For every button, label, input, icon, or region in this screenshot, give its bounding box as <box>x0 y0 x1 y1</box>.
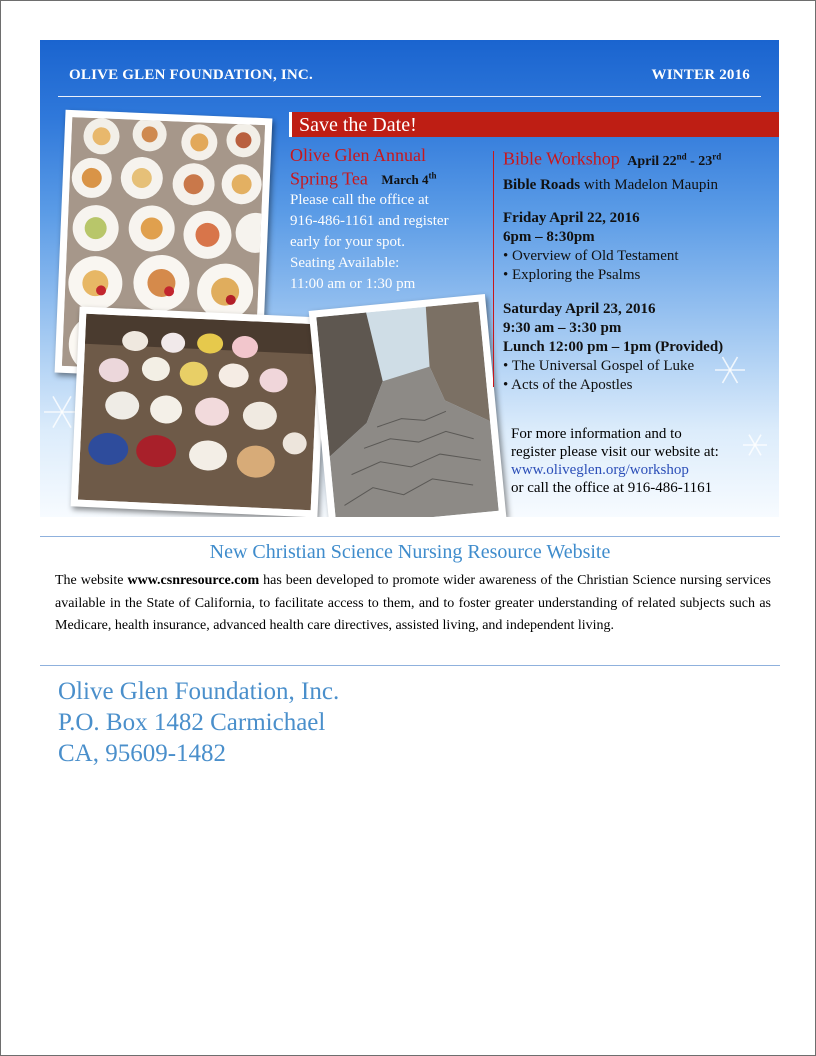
workshop-link[interactable]: www.oliveglen.org/workshop <box>511 462 689 478</box>
bible-workshop-presenter: with Madelon Maupin <box>580 176 719 193</box>
saturday-heading: Saturday April 23, 2016 <box>503 300 656 317</box>
save-the-date-bar: Save the Date! <box>289 112 779 137</box>
bible-roads-title: Bible Roads <box>503 176 581 193</box>
info-line: or call the office at 916-486-1161 <box>511 480 713 496</box>
saturday-lunch: Lunch 12:00 pm – 1pm (Provided) <box>503 338 724 355</box>
bible-workshop-title: Bible Workshop <box>503 148 620 169</box>
workshop-date-b-suffix: rd <box>712 151 722 161</box>
nursing-resource-paragraph <box>55 570 771 638</box>
bible-workshop-section <box>503 145 773 395</box>
workshop-date-a-suffix: nd <box>676 151 687 161</box>
column-divider <box>493 151 494 387</box>
workshop-date-a: April 22 <box>627 153 677 169</box>
org-name: OLIVE GLEN FOUNDATION, INC. <box>69 67 313 83</box>
workshop-date-b: 23 <box>698 153 713 169</box>
address-line3: CA, 95609-1482 <box>58 740 227 767</box>
friday-time: 6pm – 8:30pm <box>503 228 595 245</box>
friday-item: • Overview of Old Testament <box>503 247 679 264</box>
spring-tea-title-line1: Olive Glen Annual <box>290 145 426 165</box>
mailing-address <box>58 676 339 769</box>
spring-tea-line: early for your spot. <box>290 234 405 251</box>
spring-tea-line: Seating Available: <box>290 255 400 272</box>
bible-workshop-subtitle <box>503 177 773 194</box>
teapots-photo <box>71 307 327 517</box>
nursing-body-prefix: The website <box>55 573 128 588</box>
spring-tea-date-main: March 4 <box>381 172 429 188</box>
workshop-info <box>511 425 771 497</box>
friday-item: • Exploring the Psalms <box>503 266 641 283</box>
workshop-date-sep: - <box>686 153 699 169</box>
spring-tea-section <box>290 145 490 295</box>
nursing-body-rest: has been developed to promote wider awareness of the Christian Science nursing services available in the State of California, to facilitate access to them, and to foster greater understanding of related subjects such as Medicare, health insurance, advanced health care directives, assisted living, and independent living. <box>55 573 771 633</box>
spring-tea-details <box>290 190 490 295</box>
saturday-item: • Acts of the Apostles <box>503 376 633 393</box>
spring-tea-date <box>381 172 436 187</box>
spring-tea-title-text: Spring Tea <box>290 168 368 189</box>
season-label: WINTER 2016 <box>651 67 750 83</box>
info-line: For more information and to <box>511 426 682 442</box>
event-banner <box>40 40 779 517</box>
csnresource-link[interactable]: www.csnresource.com <box>127 573 260 588</box>
saturday-time: 9:30 am – 3:30 pm <box>503 319 622 336</box>
address-line2: P.O. Box 1482 Carmichael <box>58 709 326 736</box>
banner-header <box>69 67 750 85</box>
address-line1: Olive Glen Foundation, Inc. <box>58 678 340 705</box>
nursing-resource-title: New Christian Science Nursing Resource Website <box>209 541 611 563</box>
section-divider <box>40 536 780 537</box>
bible-workshop-dates <box>627 151 722 169</box>
bible-workshop-heading <box>503 145 773 173</box>
spring-tea-title-line2 <box>290 166 490 190</box>
roman-road-photo <box>309 294 507 517</box>
spring-tea-date-suffix: th <box>428 171 437 181</box>
section-divider <box>40 665 780 666</box>
friday-heading: Friday April 22, 2016 <box>503 209 640 226</box>
info-line: register please visit our website at: <box>511 444 719 460</box>
header-rule <box>58 96 761 97</box>
spring-tea-line: 11:00 am or 1:30 pm <box>290 276 416 293</box>
spring-tea-line: 916-486-1161 and register <box>290 213 449 230</box>
spring-tea-line: Please call the office at <box>290 192 429 209</box>
saturday-item: • The Universal Gospel of Luke <box>503 357 695 374</box>
